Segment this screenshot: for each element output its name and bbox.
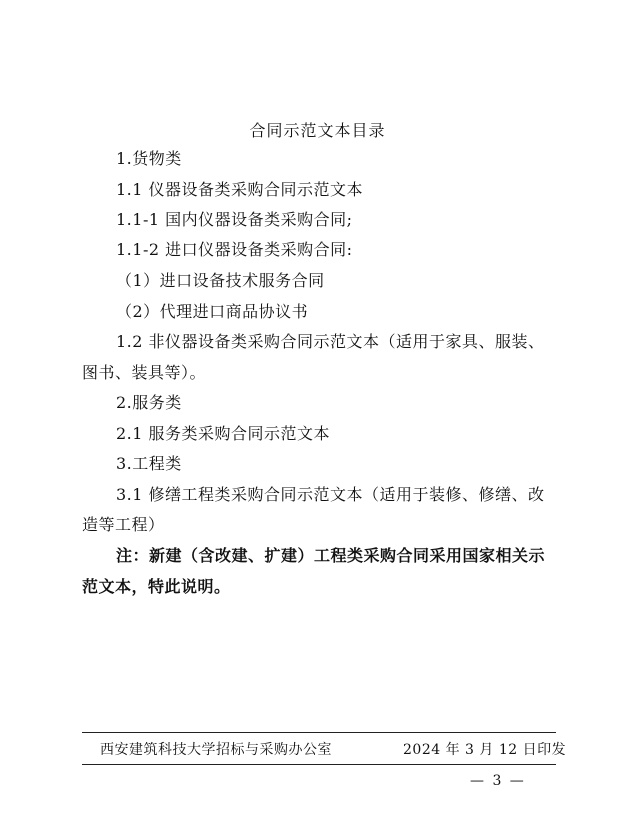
list-item-agent-import: （2）代理进口商品协议书 bbox=[116, 302, 309, 321]
list-item-services: 2.服务类 bbox=[116, 393, 182, 412]
footer-date: 2024 年 3 月 12 日印发 bbox=[403, 742, 567, 758]
list-item-instrument-template: 1.1 仪器设备类采购合同示范文本 bbox=[116, 180, 364, 199]
footer-bottom-rule bbox=[82, 764, 556, 765]
list-item-import-contract: 1.1-2 进口仪器设备类采购合同: bbox=[116, 240, 353, 259]
note-line-1: 注：新建（含改建、扩建）工程类采购合同采用国家相关示 bbox=[116, 546, 546, 565]
list-item-repair-continued: 造等工程） bbox=[82, 515, 165, 534]
list-item-domestic-contract: 1.1-1 国内仪器设备类采购合同; bbox=[116, 210, 353, 229]
list-item-service-template: 2.1 服务类采购合同示范文本 bbox=[116, 424, 331, 443]
list-item-engineering: 3.工程类 bbox=[116, 454, 182, 473]
footer-issuer: 西安建筑科技大学招标与采购办公室 bbox=[100, 742, 332, 758]
page-title: 合同示范文本目录 bbox=[249, 121, 386, 140]
list-item-import-service: （1）进口设备技术服务合同 bbox=[116, 271, 325, 290]
list-item-non-instrument-continued: 图书、装具等）。 bbox=[82, 363, 207, 382]
footer-top-rule bbox=[82, 732, 556, 733]
note-line-2: 范文本，特此说明。 bbox=[82, 577, 231, 596]
list-item-non-instrument-template: 1.2 非仪器设备类采购合同示范文本（适用于家具、服装、 bbox=[116, 332, 545, 351]
page-number: — 3 — bbox=[470, 773, 526, 789]
list-item-repair-template: 3.1 修缮工程类采购合同示范文本（适用于装修、修缮、改 bbox=[116, 485, 545, 504]
list-item-goods: 1.货物类 bbox=[116, 149, 182, 168]
